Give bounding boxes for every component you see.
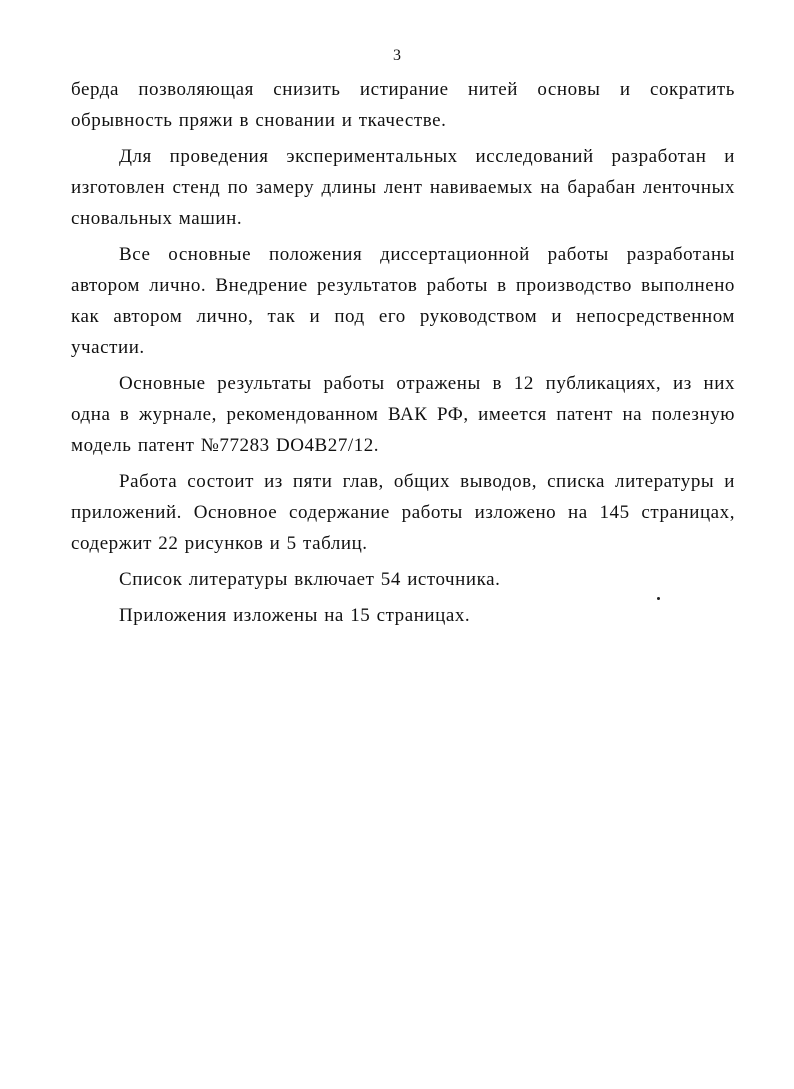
document-body	[71, 74, 735, 631]
paragraph-continuation: берда позволяющая снизить истирание нитей основы и сократить обрывность пряжи в сновании и ткачестве.	[71, 79, 735, 131]
paragraph-authorship: Все основные положения диссертационной работы разработаны автором лично. Внедрение результатов работы в производство выполнено как автором лично, так и под его руководством и непосредственном участии.	[71, 244, 735, 358]
paragraph-publications: Основные результаты работы отражены в 12 публикациях, из них одна в журнале, рекомендованном ВАК РФ, имеется патент на полезную модель патент №77283 DO4B27/12.	[71, 373, 735, 456]
paragraph-structure: Работа состоит из пяти глав, общих выводов, списка литературы и приложений. Основное содержание работы изложено на 145 страницах, содержит 22 рисунков и 5 таблиц.	[71, 471, 735, 554]
paragraph-references: Список литературы включает 54 источника.	[119, 569, 501, 590]
paragraph-stand: Для проведения экспериментальных исследований разработан и изготовлен стенд по замеру длины лент навиваемых на барабан ленточных сновальных машин.	[71, 146, 735, 229]
scan-artifact-dot	[657, 597, 660, 600]
paragraph-appendices: Приложения изложены на 15 страницах.	[119, 605, 471, 626]
page-number: 3	[393, 47, 401, 64]
